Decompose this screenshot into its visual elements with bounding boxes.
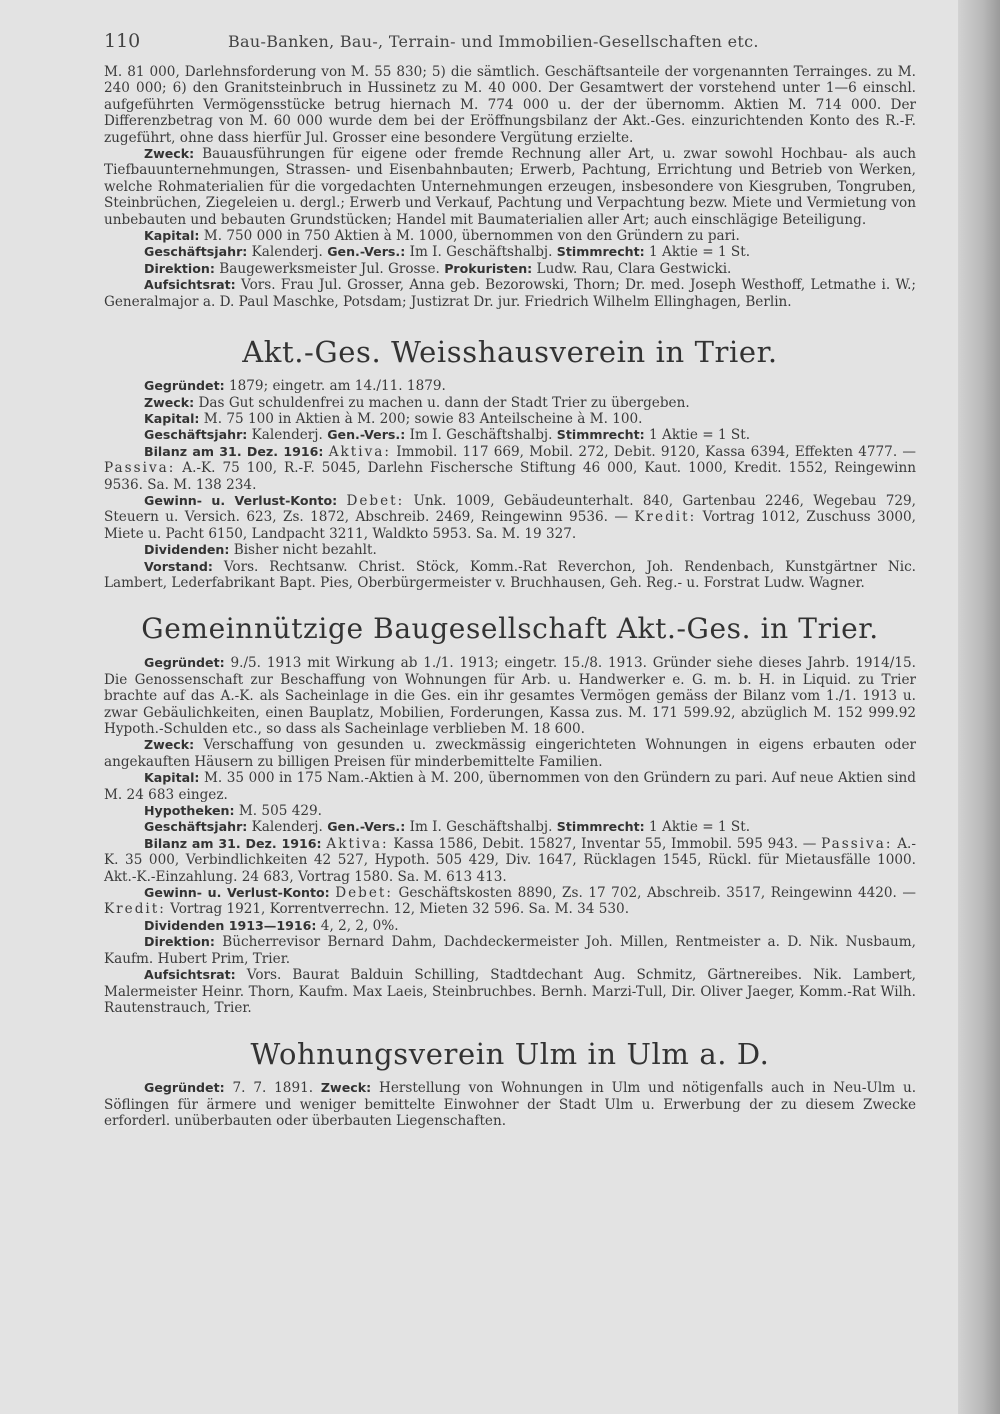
weiss-bilanz: Bilanz am 31. Dez. 1916: Aktiva: Immobil. 117 669, Mobil. 272, Debit. 9120, Kassa 6394, Effekten 4777. — Passiva: A.-K. 75 100, R.-F. 5045, Darlehn Fischersche Stiftung 46 000, Kaut. 1000, Kredit. 1552, Reingewinn 9536. Sa. M. 138 234. bbox=[104, 443, 917, 493]
weiss-kapital: Kapital: M. 75 100 in Aktien à M. 200; sowie 83 Anteilscheine à M. 100. bbox=[144, 410, 643, 427]
gemein-dividenden: Dividenden 1913—1916: 4, 2, 2, 0%. bbox=[144, 917, 399, 934]
page-content bbox=[104, 30, 916, 1130]
gemein-kapital: Kapital: M. 35 000 in 175 Nam.-Aktien à M. 200, übernommen von den Gründern zu pari. Auf neue Aktien sind M. 24 683 eingez. bbox=[104, 770, 917, 803]
weiss-vorstand: Vorstand: Vors. Rechtsanw. Christ. Stöck, Komm.-Rat Reverchon, Joh. Rendenbach, Kunstgärtner Nic. Lambert, Lederfabrikant Bapt. Pies, Oberbürgermeister v. Bruchhausen, Geh. Reg.- u. Forstrat Ludw. Wagner. bbox=[104, 558, 917, 591]
running-head bbox=[104, 30, 916, 64]
intro-geschaeftsjahr: Geschäftsjahr: Kalenderj. Gen.-Vers.: Im I. Geschäftshalbj. Stimmrecht: 1 Aktie = 1 St. bbox=[144, 244, 751, 261]
intro-direktion: Direktion: Baugewerksmeister Jul. Grosse. Prokuristen: Ludw. Rau, Clara Gestwicki. bbox=[144, 260, 732, 277]
gemein-gegruendet: Gegründet: 9./5. 1913 mit Wirkung ab 1./1. 1913; eingetr. 15./8. 1913. Gründer siehe dieses Jahrb. 1914/15. Die Genossenschaft zur Beschaffung von Wohnungen für Arb. u. Handwerker e. G. m. b. H. in Liquid. zu Trier brachte auf das A.-K. als Sacheinlage in die Ges. ein ihr gesamtes Vermögen gemäss der Bilanz vom 1./1. 1913 u. zwar Gebäulichkeiten, einen Bauplatz, Mobilien, Forderungen, Kassa zus. M. 171 599.92, abzüglich M. 152 999.92 Hypoth.-Schulden etc., so dass als Sacheinlage verblieben M. 18 600. bbox=[104, 655, 916, 737]
intro-kapital: Kapital: M. 750 000 in 750 Aktien à M. 1000, übernommen von den Gründern zu pari. bbox=[144, 228, 740, 245]
weiss-dividenden: Dividenden: Bisher nicht bezahlt. bbox=[144, 542, 377, 559]
gemein-hypotheken: Hypotheken: M. 505 429. bbox=[144, 803, 322, 820]
weiss-zweck: Zweck: Das Gut schuldenfrei zu machen u. dann der Stadt Trier zu übergeben. bbox=[144, 394, 690, 411]
running-head-title: Bau-Banken, Bau-, Terrain- und Immobilien-Gesellschaften etc. bbox=[228, 32, 759, 51]
gemein-geschaeftsjahr: Geschäftsjahr: Kalenderj. Gen.-Vers.: Im I. Geschäftshalbj. Stimmrecht: 1 Aktie = 1 St. bbox=[144, 819, 751, 836]
heading-wohnungsverein-ulm: Wohnungsverein Ulm in Ulm a. D. bbox=[250, 1037, 770, 1072]
weiss-gegruendet: Gegründet: 1879; eingetr. am 14./11. 1879. bbox=[144, 378, 446, 395]
weiss-geschaeftsjahr: Geschäftsjahr: Kalenderj. Gen.-Vers.: Im I. Geschäftshalbj. Stimmrecht: 1 Aktie = 1 St. bbox=[144, 427, 751, 444]
weiss-guv: Gewinn- u. Verlust-Konto: Debet: Unk. 1009, Gebäudeunterhalt. 840, Gartenbau 2246, Wegebau 729, Steuern u. Versich. 623, Zs. 1872, Abschreib. 2469, Reingewinn 9536. — Kredit: Vortrag 1012, Zuschuss 3000, Miete u. Pacht 6150, Landpacht 3211, Waldkto 5953. Sa. M. 19 327. bbox=[104, 492, 916, 542]
gemein-guv: Gewinn- u. Verlust-Konto: Debet: Geschäftskosten 8890, Zs. 17 702, Abschreib. 3517, Reingewinn 4420. — Kredit: Vortrag 1921, Korrentverrechn. 12, Mieten 32 596. Sa. M. 34 530. bbox=[104, 885, 917, 918]
gemein-direktion: Direktion: Bücherrevisor Bernard Dahm, Dachdeckermeister Joh. Millen, Rentmeister a. D. Nik. Nusbaum, Kaufm. Hubert Prim, Trier. bbox=[104, 934, 916, 967]
page-number: 110 bbox=[104, 30, 141, 52]
intro-paragraph: M. 81 000, Darlehnsforderung von M. 55 830; 5) die sämtlich. Geschäftsanteile der vorgenannten Terrainges. zu M. 240 000; 6) den Granitsteinbruch in Hussinetz zu M. 40 000. Der Gesamtwert der vorstehend unter 1—6 einschl. aufgeführten Vermögensstücke betrug hiernach M. 774 000 u. der der übernomm. Aktien M. 714 000. Der Differenzbetrag von M. 60 000 wurde dem bei der Eröffnungsbilanz der Akt.-Ges. einzurichtenden Konto des R.-F. zugeführt, ohne dass hierfür Jul. Grosser eine besondere Vergütung erzielte. bbox=[104, 64, 916, 146]
ulm-gegruendet-zweck: Gegründet: 7. 7. 1891. Zweck: Herstellung von Wohnungen in Ulm und nötigenfalls auch in Neu-Ulm u. Söflingen für ärmere und weniger bemittelte Einwohner der Stadt Ulm u. Erwerbung der zu diesem Zwecke erforderl. unüberbauten oder überbauten Liegenschaften. bbox=[104, 1080, 917, 1130]
intro-zweck: Zweck: Bauausführungen für eigene oder fremde Rechnung aller Art, u. zwar sowohl Hochbau- als auch Tiefbauunternehmungen, Strassen- und Eisenbahnbauten; Erwerb, Pachtung, Errichtung und Betrieb von Werken, welche Rohmaterialien für die vorgedachten Unternehmungen erzeugen, insbesondere von Kiesgruben, Tongruben, Steinbrüchen, Ziegeleien u. dergl.; Erwerb und Verkauf, Pachtung und Verpachtung bezw. Miete und Vermietung von unbebauten und bebauten Grundstücken; Handel mit Baumaterialien aller Art; auch einschlägige Beteiligung. bbox=[104, 146, 917, 228]
heading-weisshausverein: Akt.-Ges. Weisshausverein in Trier. bbox=[242, 335, 778, 370]
gemein-zweck: Zweck: Verschaffung von gesunden u. zweckmässig eingerichteten Wohnungen in eigens erbauten oder angekauften Häusern zu billigen Preisen für minderbemittelte Familien. bbox=[104, 737, 916, 770]
gemein-aufsichtsrat: Aufsichtsrat: Vors. Baurat Balduin Schilling, Stadtdechant Aug. Schmitz, Gärtnereibes. Nik. Lambert, Malermeister Heinr. Thorn, Kaufm. Max Laeis, Steinbruchbes. Bernh. Marzi-Tull, Dir. Oliver Jaeger, Komm.-Rat Wilh. Rautenstrauch, Trier. bbox=[104, 967, 917, 1016]
gemein-bilanz: Bilanz am 31. Dez. 1916: Aktiva: Kassa 1586, Debit. 15827, Inventar 55, Immobil. 595 943. — Passiva: A.-K. 35 000, Verbindlichkeiten 42 527, Hypoth. 505 429, Div. 1647, Rücklagen 1545, Rückl. für Mietausfälle 1000. Akt.-K.-Einzahlung. 24 683, Vortrag 1580. Sa. M. 613 413. bbox=[104, 835, 916, 885]
page-edge-shadow bbox=[958, 0, 1000, 1414]
intro-aufsichtsrat: Aufsichtsrat: Vors. Frau Jul. Grosser, Anna geb. Bezorowski, Thorn; Dr. med. Joseph Westhoff, Letmathe i. W.; Generalmajor a. D. Paul Maschke, Potsdam; Justizrat Dr. jur. Friedrich Wilhelm Ellinghagen, Berlin. bbox=[104, 277, 917, 310]
heading-gemeinnuetzige-baugesellschaft: Gemeinnützige Baugesellschaft Akt.-Ges. in Trier. bbox=[141, 612, 879, 646]
